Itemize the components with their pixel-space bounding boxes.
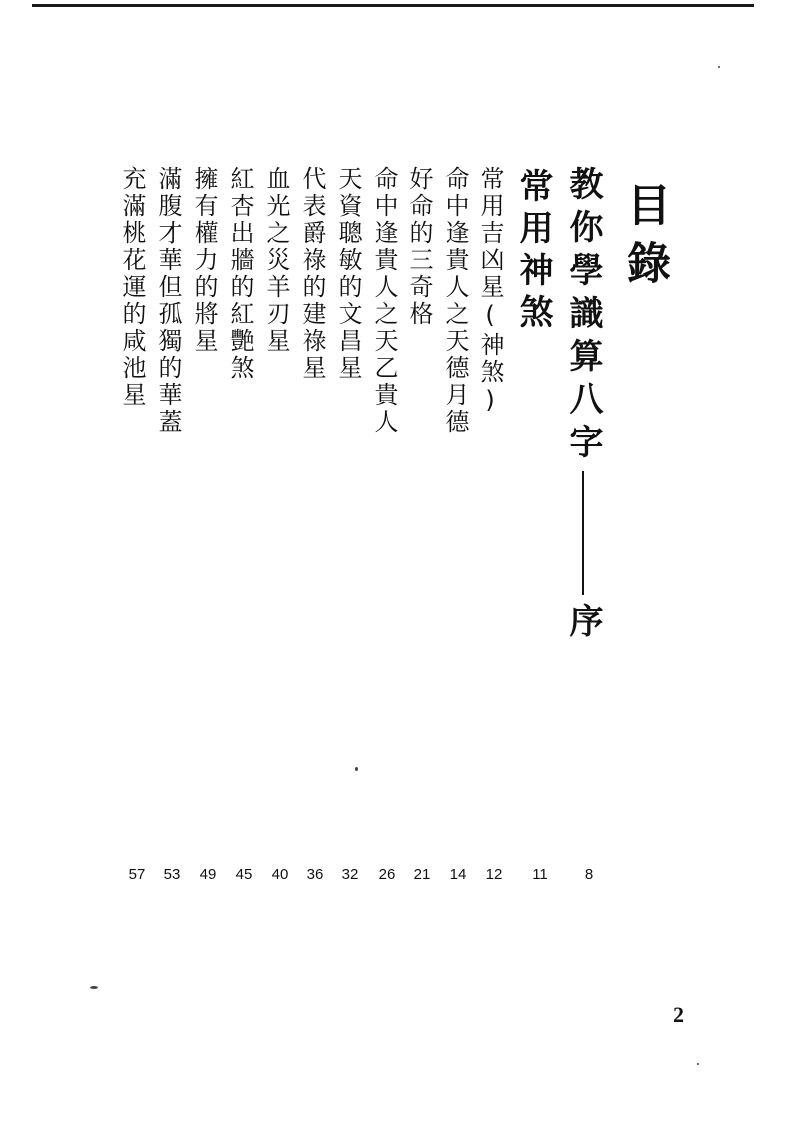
page-number: 14 — [449, 866, 467, 883]
page-number: 32 — [341, 866, 359, 883]
scan-speck — [90, 986, 98, 989]
scan-speck — [355, 767, 358, 771]
toc-entry: 充滿桃花運的咸池星 — [118, 166, 146, 409]
scan-speck — [697, 1063, 699, 1065]
book-suffix: 序 — [563, 603, 603, 646]
leader-dash — [582, 471, 584, 595]
section-heading: 常用神煞 — [513, 168, 553, 336]
toc-entry: 紅杏出牆的紅艷煞 — [226, 166, 254, 382]
page-title: 目錄 — [619, 182, 670, 298]
toc-entry: 命中逢貴人之天乙貴人 — [370, 166, 398, 436]
toc-entry: 擁有權力的將星 — [190, 166, 218, 355]
toc-entry: 代表爵祿的建祿星 — [298, 166, 326, 382]
book-title: 教你學識算八字 — [563, 166, 603, 467]
toc-entry: 血光之災羊刃星 — [262, 166, 290, 355]
page-number: 26 — [378, 866, 396, 883]
page-number: 57 — [128, 866, 146, 883]
page-number: 21 — [413, 866, 431, 883]
page-number: 12 — [485, 866, 503, 883]
page-number: 36 — [306, 866, 324, 883]
toc-entry: 命中逢貴人之天德月德 — [441, 166, 469, 436]
toc-entry: 常用吉凶星(神煞) — [476, 166, 504, 417]
page-number: 40 — [271, 866, 289, 883]
toc-entry: 好命的三奇格 — [405, 166, 433, 328]
page-number: 53 — [163, 866, 181, 883]
toc-entry: 滿腹才華但孤獨的華蓋 — [154, 166, 182, 436]
scan-speck — [718, 66, 720, 68]
toc-entry: 天資聰敏的文昌星 — [334, 166, 362, 382]
page-number: 45 — [235, 866, 253, 883]
top-rule — [32, 4, 754, 7]
folio-page-number: 2 — [673, 1002, 684, 1027]
page-number: 49 — [199, 866, 217, 883]
toc-entry-book-preface — [563, 166, 603, 646]
page-number: 11 — [532, 866, 548, 883]
page-number: 8 — [584, 866, 594, 883]
